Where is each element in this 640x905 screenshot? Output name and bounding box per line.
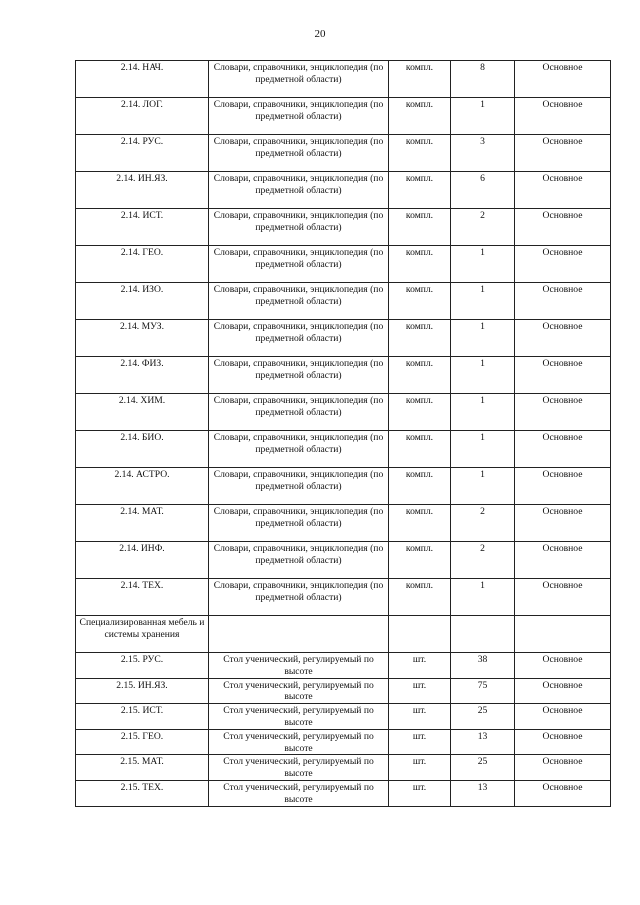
- unit-cell: шт.: [389, 780, 451, 806]
- table-row: [76, 755, 611, 781]
- item-name-cell: Словари, справочники, энциклопедия (по предметной области): [209, 209, 389, 246]
- quantity-cell: 1: [451, 320, 515, 357]
- table-row: [76, 172, 611, 209]
- equipment-type-cell: Основное: [515, 468, 611, 505]
- item-name-cell: Словари, справочники, энциклопедия (по предметной области): [209, 431, 389, 468]
- equipment-type-cell: Основное: [515, 678, 611, 704]
- table-row: [76, 431, 611, 468]
- unit-cell: [389, 616, 451, 653]
- item-code-cell: 2.14. ЛОГ.: [76, 98, 209, 135]
- quantity-cell: 2: [451, 505, 515, 542]
- equipment-type-cell: Основное: [515, 579, 611, 616]
- item-name-cell: Словари, справочники, энциклопедия (по предметной области): [209, 579, 389, 616]
- unit-cell: компл.: [389, 61, 451, 98]
- table-row: [76, 729, 611, 755]
- unit-cell: компл.: [389, 135, 451, 172]
- item-code-cell: 2.14. РУС.: [76, 135, 209, 172]
- unit-cell: компл.: [389, 172, 451, 209]
- table-row: [76, 579, 611, 616]
- item-name-cell: Стол ученический, регулируемый по высоте: [209, 755, 389, 781]
- equipment-type-cell: Основное: [515, 704, 611, 730]
- equipment-type-cell: Основное: [515, 246, 611, 283]
- equipment-type-cell: Основное: [515, 209, 611, 246]
- table-row: [76, 135, 611, 172]
- item-name-cell: Словари, справочники, энциклопедия (по предметной области): [209, 98, 389, 135]
- table-row: [76, 678, 611, 704]
- quantity-cell: 75: [451, 678, 515, 704]
- unit-cell: компл.: [389, 542, 451, 579]
- quantity-cell: 13: [451, 729, 515, 755]
- item-name-cell: Словари, справочники, энциклопедия (по предметной области): [209, 135, 389, 172]
- item-code-cell: Специализированная мебель и системы хранения: [76, 616, 209, 653]
- equipment-type-cell: Основное: [515, 542, 611, 579]
- item-code-cell: 2.14. НАЧ.: [76, 61, 209, 98]
- item-code-cell: 2.14. ТЕХ.: [76, 579, 209, 616]
- unit-cell: компл.: [389, 431, 451, 468]
- equipment-type-cell: Основное: [515, 755, 611, 781]
- table-row: [76, 780, 611, 806]
- unit-cell: компл.: [389, 468, 451, 505]
- quantity-cell: [451, 616, 515, 653]
- item-code-cell: 2.14. ГЕО.: [76, 246, 209, 283]
- equipment-type-cell: Основное: [515, 172, 611, 209]
- quantity-cell: 1: [451, 98, 515, 135]
- unit-cell: компл.: [389, 505, 451, 542]
- item-name-cell: Стол ученический, регулируемый по высоте: [209, 678, 389, 704]
- table-row: [76, 320, 611, 357]
- quantity-cell: 2: [451, 542, 515, 579]
- quantity-cell: 1: [451, 468, 515, 505]
- equipment-type-cell: Основное: [515, 283, 611, 320]
- equipment-type-cell: Основное: [515, 320, 611, 357]
- table-row: [76, 246, 611, 283]
- equipment-type-cell: Основное: [515, 729, 611, 755]
- equipment-table-body: [76, 61, 611, 807]
- item-code-cell: 2.14. ФИЗ.: [76, 357, 209, 394]
- table-row: [76, 61, 611, 98]
- equipment-type-cell: Основное: [515, 357, 611, 394]
- unit-cell: компл.: [389, 394, 451, 431]
- equipment-type-cell: Основное: [515, 505, 611, 542]
- equipment-type-cell: Основное: [515, 61, 611, 98]
- item-name-cell: Словари, справочники, энциклопедия (по предметной области): [209, 394, 389, 431]
- table-row: [76, 468, 611, 505]
- equipment-table: [75, 60, 611, 807]
- quantity-cell: 1: [451, 431, 515, 468]
- quantity-cell: 13: [451, 780, 515, 806]
- table-row: [76, 704, 611, 730]
- table-row: [76, 98, 611, 135]
- item-name-cell: Словари, справочники, энциклопедия (по предметной области): [209, 320, 389, 357]
- page-number: 20: [314, 28, 326, 40]
- quantity-cell: 8: [451, 61, 515, 98]
- item-name-cell: Стол ученический, регулируемый по высоте: [209, 653, 389, 679]
- item-code-cell: 2.15. РУС.: [76, 653, 209, 679]
- item-name-cell: Словари, справочники, энциклопедия (по предметной области): [209, 172, 389, 209]
- unit-cell: компл.: [389, 283, 451, 320]
- item-name-cell: Словари, справочники, энциклопедия (по предметной области): [209, 505, 389, 542]
- item-name-cell: [209, 616, 389, 653]
- item-code-cell: 2.15. ИН.ЯЗ.: [76, 678, 209, 704]
- item-name-cell: Стол ученический, регулируемый по высоте: [209, 704, 389, 730]
- quantity-cell: 6: [451, 172, 515, 209]
- equipment-type-cell: Основное: [515, 98, 611, 135]
- unit-cell: шт.: [389, 729, 451, 755]
- item-code-cell: 2.14. ИСТ.: [76, 209, 209, 246]
- quantity-cell: 1: [451, 283, 515, 320]
- item-name-cell: Словари, справочники, энциклопедия (по предметной области): [209, 283, 389, 320]
- item-code-cell: 2.14. ХИМ.: [76, 394, 209, 431]
- item-name-cell: Словари, справочники, энциклопедия (по предметной области): [209, 357, 389, 394]
- equipment-type-cell: [515, 616, 611, 653]
- table-row: [76, 394, 611, 431]
- equipment-type-cell: Основное: [515, 394, 611, 431]
- quantity-cell: 1: [451, 394, 515, 431]
- item-name-cell: Стол ученический, регулируемый по высоте: [209, 780, 389, 806]
- unit-cell: шт.: [389, 678, 451, 704]
- quantity-cell: 3: [451, 135, 515, 172]
- equipment-type-cell: Основное: [515, 653, 611, 679]
- equipment-type-cell: Основное: [515, 135, 611, 172]
- unit-cell: шт.: [389, 704, 451, 730]
- quantity-cell: 1: [451, 357, 515, 394]
- table-row: [76, 283, 611, 320]
- unit-cell: компл.: [389, 98, 451, 135]
- unit-cell: компл.: [389, 320, 451, 357]
- quantity-cell: 1: [451, 246, 515, 283]
- unit-cell: шт.: [389, 755, 451, 781]
- item-code-cell: 2.15. ТЕХ.: [76, 780, 209, 806]
- unit-cell: компл.: [389, 209, 451, 246]
- quantity-cell: 25: [451, 755, 515, 781]
- item-code-cell: 2.14. ИНФ.: [76, 542, 209, 579]
- item-code-cell: 2.14. МУЗ.: [76, 320, 209, 357]
- section-header-row: [76, 616, 611, 653]
- item-code-cell: 2.14. ИН.ЯЗ.: [76, 172, 209, 209]
- table-row: [76, 542, 611, 579]
- item-code-cell: 2.15. ГЕО.: [76, 729, 209, 755]
- item-code-cell: 2.14. ИЗО.: [76, 283, 209, 320]
- unit-cell: шт.: [389, 653, 451, 679]
- item-code-cell: 2.15. МАТ.: [76, 755, 209, 781]
- equipment-type-cell: Основное: [515, 431, 611, 468]
- unit-cell: компл.: [389, 246, 451, 283]
- quantity-cell: 1: [451, 579, 515, 616]
- item-code-cell: 2.14. БИО.: [76, 431, 209, 468]
- table-row: [76, 357, 611, 394]
- unit-cell: компл.: [389, 579, 451, 616]
- item-name-cell: Словари, справочники, энциклопедия (по предметной области): [209, 246, 389, 283]
- item-name-cell: Словари, справочники, энциклопедия (по предметной области): [209, 61, 389, 98]
- item-name-cell: Словари, справочники, энциклопедия (по предметной области): [209, 468, 389, 505]
- item-code-cell: 2.14. МАТ.: [76, 505, 209, 542]
- table-row: [76, 505, 611, 542]
- table-row: [76, 653, 611, 679]
- item-name-cell: Словари, справочники, энциклопедия (по предметной области): [209, 542, 389, 579]
- quantity-cell: 2: [451, 209, 515, 246]
- quantity-cell: 38: [451, 653, 515, 679]
- unit-cell: компл.: [389, 357, 451, 394]
- quantity-cell: 25: [451, 704, 515, 730]
- item-code-cell: 2.15. ИСТ.: [76, 704, 209, 730]
- equipment-type-cell: Основное: [515, 780, 611, 806]
- table-row: [76, 209, 611, 246]
- item-code-cell: 2.14. АСТРО.: [76, 468, 209, 505]
- item-name-cell: Стол ученический, регулируемый по высоте: [209, 729, 389, 755]
